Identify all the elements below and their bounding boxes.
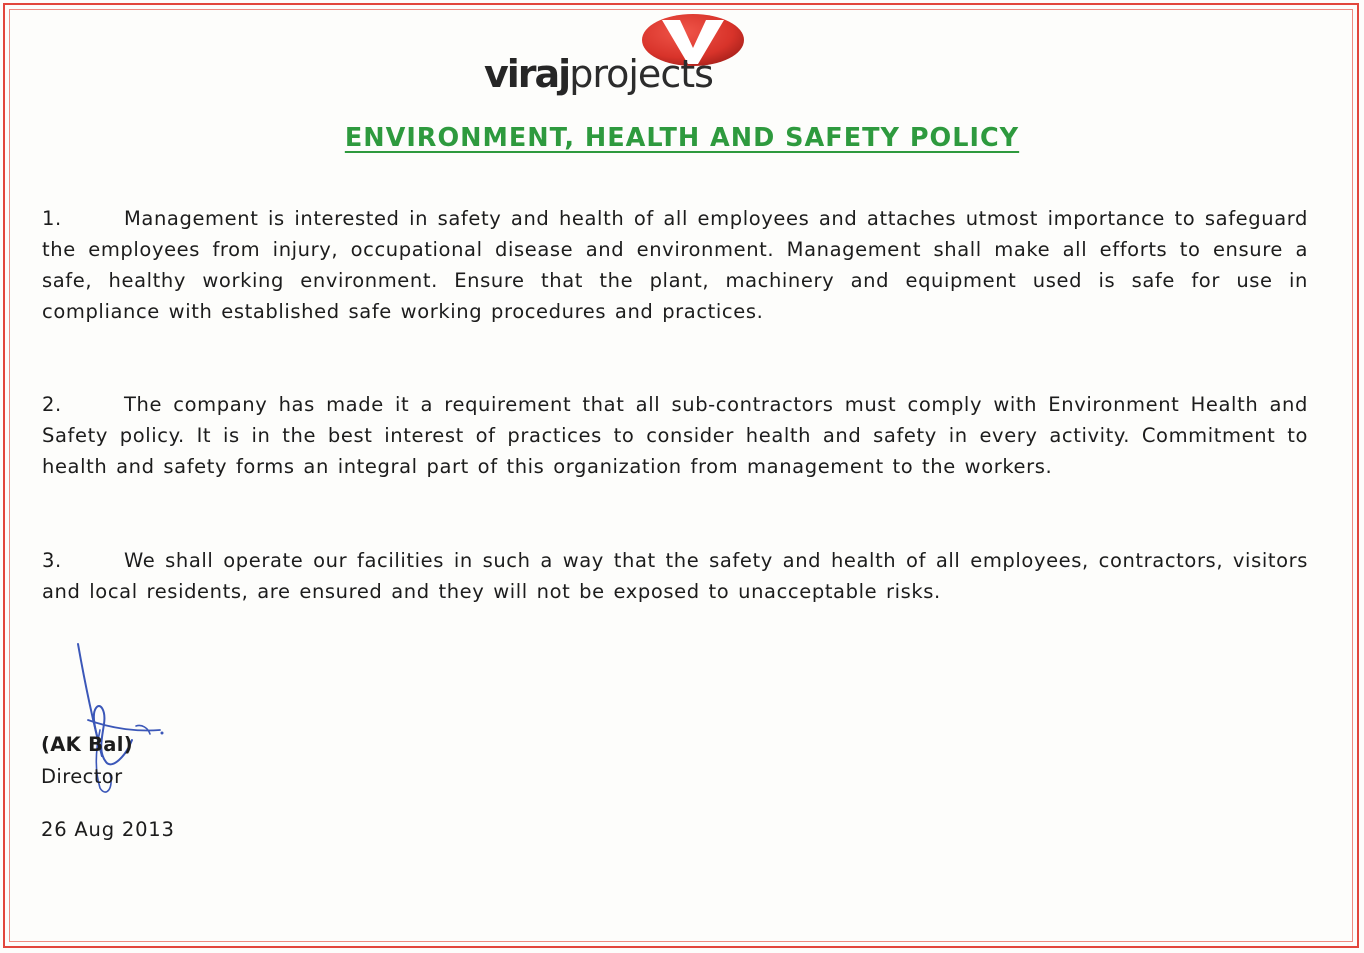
company-logo (480, 10, 910, 94)
paragraph-number: 3. (42, 549, 62, 572)
policy-paragraph-1 (42, 203, 1308, 327)
paragraph-text: Management is interested in safety and health of all employees and attaches utmost importance to safeguard the employees from injury, occupational disease and environment. Management shall make all efforts to ensure a safe, healthy working environment. Ensure that the plant, machinery and equipment used is safe for use in compliance with established safe working procedures and practices. (42, 207, 1308, 323)
policy-paragraph-3 (42, 545, 1308, 607)
policy-paragraph-2 (42, 389, 1308, 482)
paragraph-number: 2. (42, 393, 62, 416)
logo-brand-light: projects (569, 52, 713, 96)
paragraph-number: 1. (42, 207, 62, 230)
logo-brand-bold: viraj (484, 52, 570, 96)
document-title-wrap (0, 118, 1364, 158)
paragraph-text: The company has made it a requirement that all sub-contractors must comply with Environment Health and Safety policy. It is in the best interest of practices to consider health and safety in every activity. Commitment to health and safety forms an integral part of this organization from management to the workers. (42, 393, 1308, 478)
logo-wordmark (484, 52, 713, 96)
document-date: 26 Aug 2013 (41, 818, 175, 841)
signatory-name: (AK Bal) (41, 733, 133, 756)
signatory-role: Director (41, 765, 123, 788)
document-title: ENVIRONMENT, HEALTH AND SAFETY POLICY (344, 123, 1020, 153)
paragraph-text: We shall operate our facilities in such a way that the safety and health of all employees, contractors, visitors and local residents, are ensured and they will not be exposed to unacceptable risks. (42, 549, 1308, 603)
